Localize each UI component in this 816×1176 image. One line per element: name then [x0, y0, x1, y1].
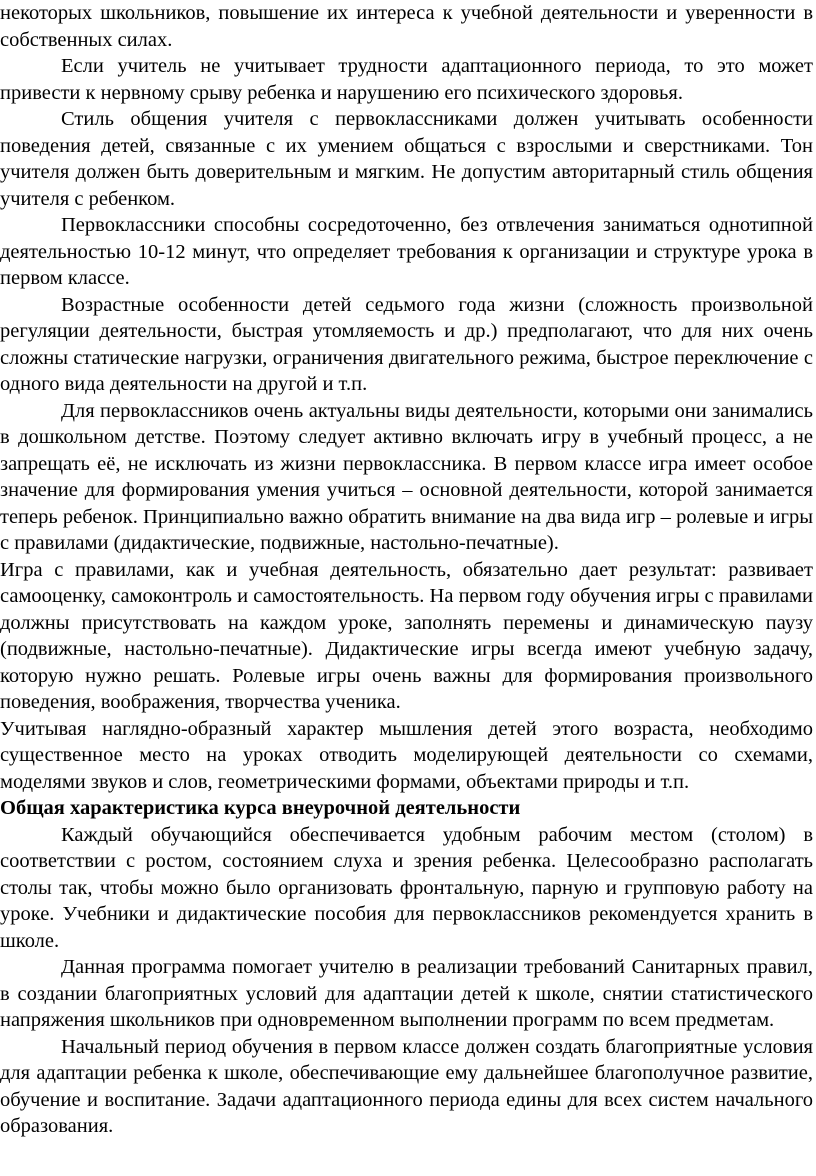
paragraph: Если учитель не учитывает трудности адаптационного периода, то это может привести к нервному срыву ребенка и нарушению его психического здоровья.	[0, 55, 813, 104]
paragraph: Возрастные особенности детей седьмого года жизни (сложность произвольной регуляции деятельности, быстрая утомляемость и др.) предполагают, что для них очень сложны статические нагрузки, ограничения двигательного режима, быстрое переключение с одного вида деятельности на другой и т.п.	[0, 293, 813, 395]
paragraph: Каждый обучающийся обеспечивается удобным рабочим местом (столом) в соответствии с ростом, состоянием слуха и зрения ребенка. Целесообразно располагать столы так, чтобы можно было организовать фронтальную, парную и групповую работу на уроке. Учебники и дидактические пособия для первоклассников рекомендуется хранить в школе.	[0, 823, 813, 952]
paragraph: Игра с правилами, как и учебная деятельность, обязательно дает результат: развивает самооценку, самоконтроль и самостоятельность. На первом году обучения игры с правилами должны присутствовать на каждом уроке, заполнять перемены и динамическую паузу (подвижные, настольно-печатные). Дидактические игры всегда имеют учебную задачу, которую нужно решать. Ролевые игры очень важны для формирования произвольного поведения, воображения, творчества ученика.	[0, 558, 813, 713]
paragraph: Стиль общения учителя с первоклассниками должен учитывать особенности поведения детей, связанные с их умением общаться с взрослыми и сверстниками. Тон учителя должен быть доверительным и мягким. Не допустим авторитарный стиль общения учителя с ребенком.	[0, 108, 813, 210]
paragraph: Данная программа помогает учителю в реализации требований Санитарных правил, в создании благоприятных условий для адаптации детей к школе, снятии статистического напряжения школьников при одновременном выполнении программ по всем предметам.	[0, 956, 813, 1031]
section-heading: Общая характеристика курса внеурочной деятельности	[0, 797, 521, 819]
paragraph: Начальный период обучения в первом классе должен создать благоприятные условия для адаптации ребенка к школе, обеспечивающие ему дальнейшее благополучное развитие, обучение и воспитание. Задачи адаптационного периода едины для всех систем начального образования.	[0, 1035, 813, 1137]
paragraph: Учитывая наглядно-образный характер мышления детей этого возраста, необходимо существенное место на уроках отводить моделирующей деятельности со схемами, моделями звуков и слов, геометрическими формами, объектами природы и т.п.	[0, 717, 813, 793]
paragraph: некоторых школьников, повышение их интереса к учебной деятельности и уверенности в собственных силах.	[0, 2, 813, 51]
paragraph: Для первоклассников очень актуальны виды деятельности, которыми они занимались в дошкольном детстве. Поэтому следует активно включать игру в учебный процесс, а не запрещать её, не исключать из жизни первоклассника. В первом классе игра имеет особое значение для формирования умения учиться – основной деятельности, которой занимается теперь ребенок. Принципиально важно обратить внимание на два вида игр – ролевые и игры с правилами (дидактические, подвижные, настольно-печатные).	[0, 399, 813, 554]
paragraph: Первоклассники способны сосредоточенно, без отвлечения заниматься однотипной деятельностью 10-12 минут, что определяет требования к организации и структуре урока в первом классе.	[0, 214, 813, 289]
